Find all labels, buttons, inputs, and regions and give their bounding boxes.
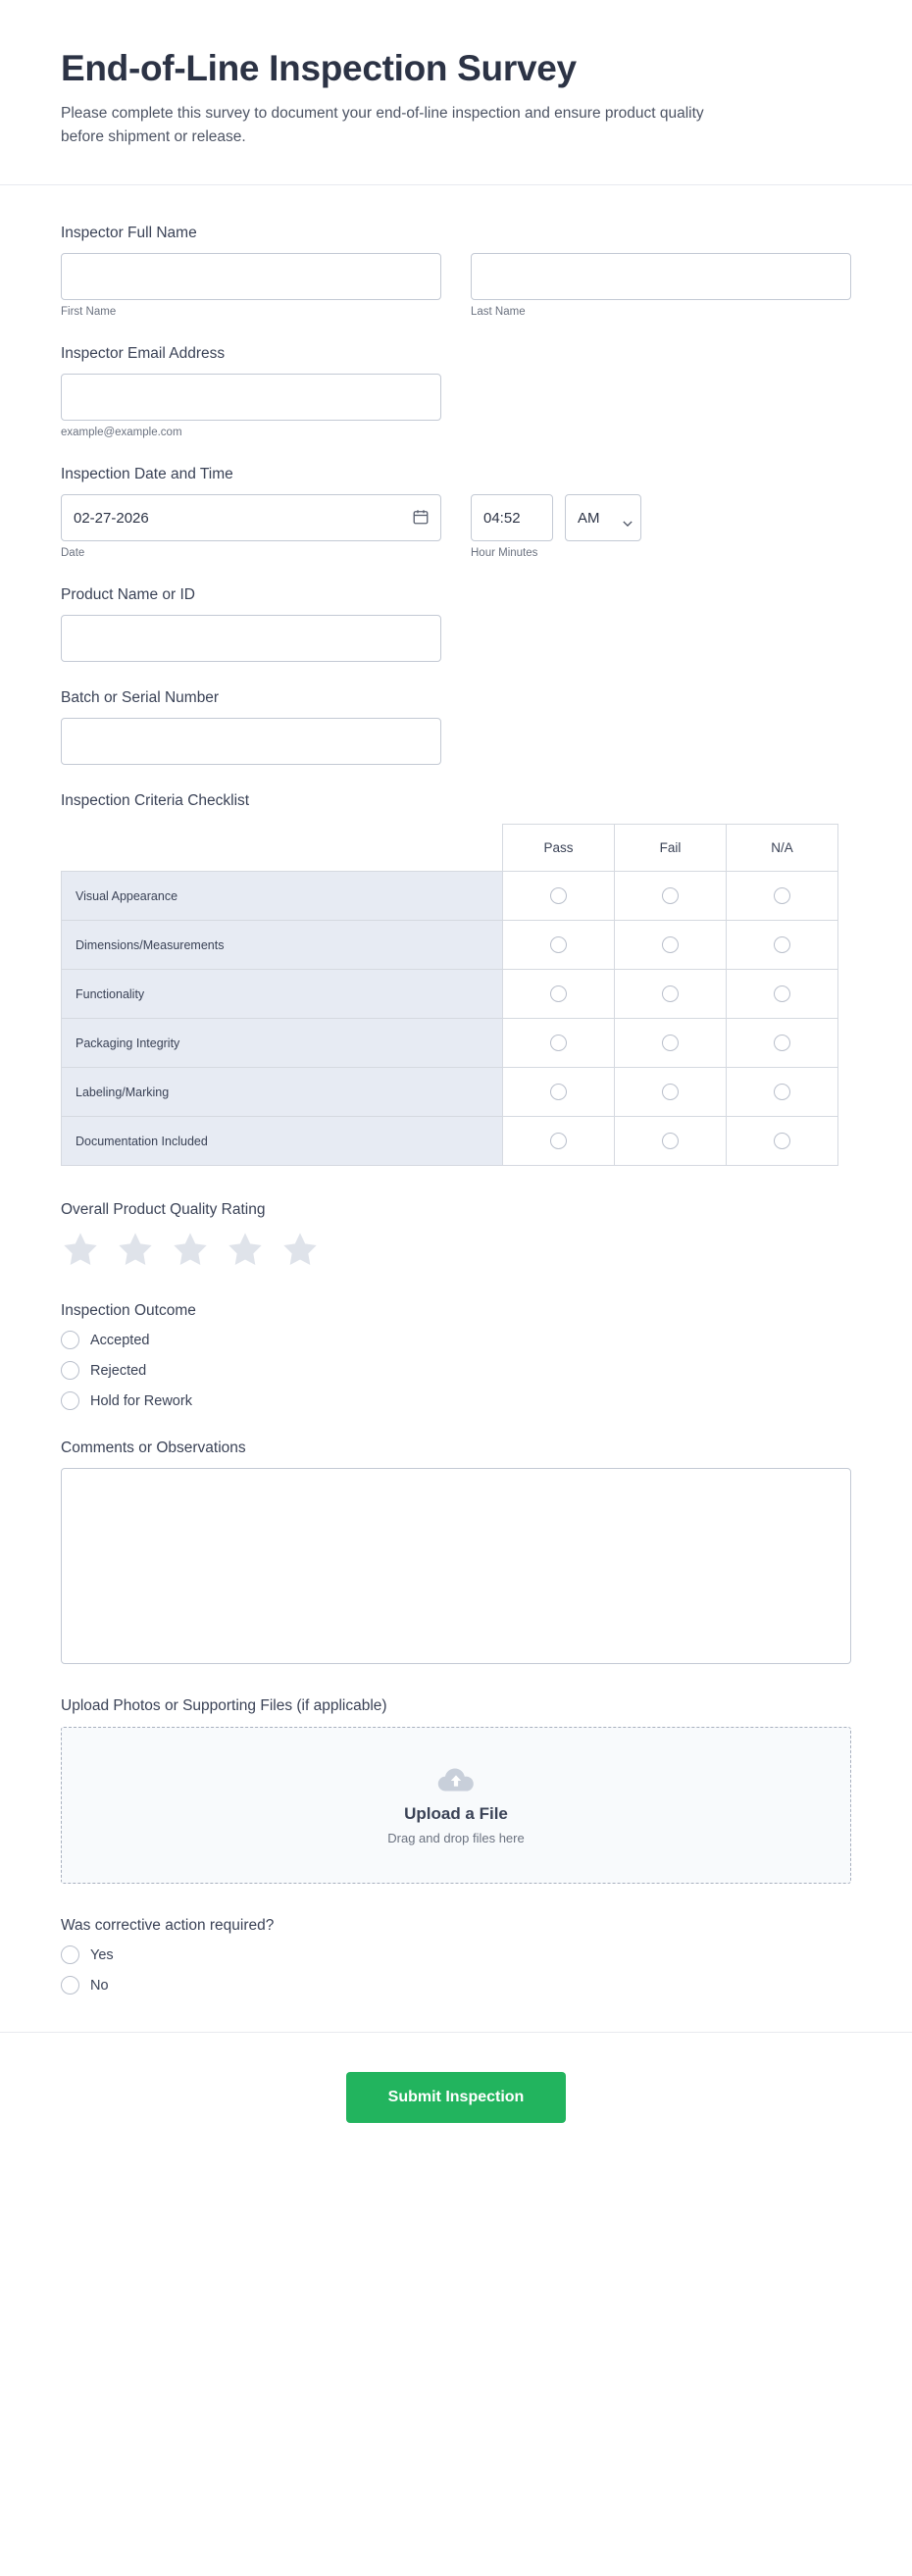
radio-cell-pass[interactable] <box>503 970 615 1019</box>
outcome-option-label: Rejected <box>90 1362 147 1379</box>
field-inspection-checklist <box>61 792 851 1166</box>
field-file-upload <box>61 1697 851 1884</box>
checklist-header-row <box>62 825 838 872</box>
field-quality-rating <box>61 1201 851 1269</box>
row-label: Packaging Integrity <box>62 1019 503 1068</box>
radio-cell-na[interactable] <box>727 1068 838 1117</box>
radio-button[interactable] <box>550 1035 567 1051</box>
field-inspector-name <box>61 225 851 318</box>
table-row <box>62 921 838 970</box>
corrective-option-label: Yes <box>90 1946 114 1963</box>
last-name-input[interactable] <box>471 253 851 300</box>
date-col <box>61 494 441 559</box>
table-row <box>62 1068 838 1117</box>
datetime-row <box>61 494 851 559</box>
batch-label: Batch or Serial Number <box>61 689 220 707</box>
date-sublabel: Date <box>61 547 85 560</box>
radio-button[interactable] <box>61 1976 79 1995</box>
outcome-option-hold-for-rework[interactable] <box>61 1391 851 1410</box>
field-inspection-outcome <box>61 1302 851 1410</box>
email-input[interactable] <box>61 374 441 421</box>
ampm-select[interactable] <box>565 494 641 541</box>
last-name-sublabel: Last Name <box>471 306 526 319</box>
radio-cell-fail[interactable] <box>615 1019 727 1068</box>
time-input[interactable] <box>471 494 553 541</box>
column-header-na: N/A <box>727 825 838 872</box>
first-name-col <box>61 253 441 318</box>
radio-button[interactable] <box>774 936 790 953</box>
comments-label: Comments or Observations <box>61 1440 246 1457</box>
form-footer <box>0 2032 912 2170</box>
form-header <box>0 0 912 185</box>
upload-label: Upload Photos or Supporting Files (if applicable) <box>61 1697 387 1715</box>
checklist-label: Inspection Criteria Checklist <box>61 792 250 810</box>
datetime-label: Inspection Date and Time <box>61 466 233 483</box>
radio-button[interactable] <box>61 1331 79 1349</box>
corrective-option-no[interactable] <box>61 1976 851 1995</box>
radio-button[interactable] <box>550 985 567 1002</box>
inspector-name-label: Inspector Full Name <box>61 225 197 242</box>
row-label: Labeling/Marking <box>62 1068 503 1117</box>
radio-button[interactable] <box>61 1361 79 1380</box>
field-inspection-datetime <box>61 466 851 559</box>
radio-button[interactable] <box>662 1035 679 1051</box>
star-rating[interactable] <box>61 1230 851 1269</box>
radio-cell-na[interactable] <box>727 921 838 970</box>
checklist-body <box>62 872 838 1166</box>
outcome-option-accepted[interactable] <box>61 1331 851 1349</box>
checklist-matrix <box>61 824 838 1166</box>
radio-button[interactable] <box>774 1084 790 1100</box>
radio-button[interactable] <box>662 1084 679 1100</box>
matrix-corner <box>62 825 503 872</box>
radio-button[interactable] <box>662 887 679 904</box>
field-corrective-action <box>61 1917 851 1995</box>
outcome-option-label: Accepted <box>90 1332 150 1348</box>
field-comments <box>61 1440 851 1664</box>
star-icon-2[interactable] <box>116 1230 155 1269</box>
star-icon-1[interactable] <box>61 1230 100 1269</box>
radio-cell-fail[interactable] <box>615 872 727 921</box>
radio-cell-pass[interactable] <box>503 921 615 970</box>
date-input[interactable] <box>61 494 441 541</box>
calendar-icon[interactable] <box>412 508 430 526</box>
row-label: Documentation Included <box>62 1117 503 1166</box>
upload-hint: Drag and drop files here <box>387 1831 525 1846</box>
radio-button[interactable] <box>662 936 679 953</box>
field-inspector-email <box>61 345 851 438</box>
radio-button[interactable] <box>550 1133 567 1149</box>
outcome-label: Inspection Outcome <box>61 1302 196 1320</box>
row-label: Dimensions/Measurements <box>62 921 503 970</box>
radio-cell-fail[interactable] <box>615 921 727 970</box>
radio-cell-fail[interactable] <box>615 1117 727 1166</box>
radio-button[interactable] <box>550 887 567 904</box>
corrective-option-yes[interactable] <box>61 1945 851 1964</box>
file-dropzone[interactable] <box>61 1727 851 1884</box>
page-title: End-of-Line Inspection Survey <box>61 48 577 88</box>
radio-button[interactable] <box>550 1084 567 1100</box>
radio-cell-na[interactable] <box>727 1117 838 1166</box>
radio-button[interactable] <box>61 1945 79 1964</box>
star-icon-3[interactable] <box>171 1230 210 1269</box>
radio-button[interactable] <box>662 985 679 1002</box>
corrective-label: Was corrective action required? <box>61 1917 275 1935</box>
outcome-option-rejected[interactable] <box>61 1361 851 1380</box>
rating-label: Overall Product Quality Rating <box>61 1201 266 1219</box>
table-row <box>62 1019 838 1068</box>
submit-button[interactable]: Submit Inspection <box>346 2072 566 2123</box>
product-label: Product Name or ID <box>61 586 195 604</box>
first-name-input[interactable] <box>61 253 441 300</box>
column-header-fail: Fail <box>615 825 727 872</box>
table-row <box>62 1117 838 1166</box>
email-label: Inspector Email Address <box>61 345 226 363</box>
field-batch-serial <box>61 689 851 765</box>
radio-button[interactable] <box>550 936 567 953</box>
radio-button[interactable] <box>61 1391 79 1410</box>
radio-cell-fail[interactable] <box>615 970 727 1019</box>
corrective-option-label: No <box>90 1977 109 1994</box>
table-row <box>62 970 838 1019</box>
table-row <box>62 872 838 921</box>
radio-cell-fail[interactable] <box>615 1068 727 1117</box>
radio-button[interactable] <box>774 1035 790 1051</box>
time-col <box>471 494 641 559</box>
ampm-select-wrap <box>565 494 641 541</box>
radio-button[interactable] <box>774 887 790 904</box>
column-header-pass: Pass <box>503 825 615 872</box>
page-subtitle: Please complete this survey to document your end-of-line inspection and ensure product quality before shipment or release. <box>61 105 704 146</box>
product-input[interactable] <box>61 615 441 662</box>
name-inputs-row <box>61 253 851 318</box>
radio-cell-na[interactable] <box>727 970 838 1019</box>
time-sublabel: Hour Minutes <box>471 547 538 560</box>
radio-cell-pass[interactable] <box>503 872 615 921</box>
outcome-option-label: Hold for Rework <box>90 1392 192 1409</box>
batch-input[interactable] <box>61 718 441 765</box>
upload-title: Upload a File <box>404 1804 508 1824</box>
field-product-name <box>61 586 851 662</box>
star-icon-4[interactable] <box>226 1230 265 1269</box>
last-name-col <box>471 253 851 318</box>
checklist-header <box>62 825 838 872</box>
star-icon-5[interactable] <box>280 1230 320 1269</box>
radio-cell-na[interactable] <box>727 872 838 921</box>
form-body <box>0 185 912 1995</box>
radio-cell-pass[interactable] <box>503 1068 615 1117</box>
radio-button[interactable] <box>774 1133 790 1149</box>
radio-button[interactable] <box>662 1133 679 1149</box>
outcome-options <box>61 1331 851 1410</box>
upload-cloud-icon <box>435 1765 477 1796</box>
corrective-options <box>61 1945 851 1995</box>
row-label: Functionality <box>62 970 503 1019</box>
first-name-sublabel: First Name <box>61 306 117 319</box>
radio-cell-na[interactable] <box>727 1019 838 1068</box>
radio-cell-pass[interactable] <box>503 1117 615 1166</box>
radio-button[interactable] <box>774 985 790 1002</box>
row-label: Visual Appearance <box>62 872 503 921</box>
date-input-wrap <box>61 494 441 541</box>
time-block <box>471 494 641 541</box>
comments-textarea[interactable] <box>61 1468 851 1664</box>
email-sublabel: example@example.com <box>61 427 182 439</box>
radio-cell-pass[interactable] <box>503 1019 615 1068</box>
